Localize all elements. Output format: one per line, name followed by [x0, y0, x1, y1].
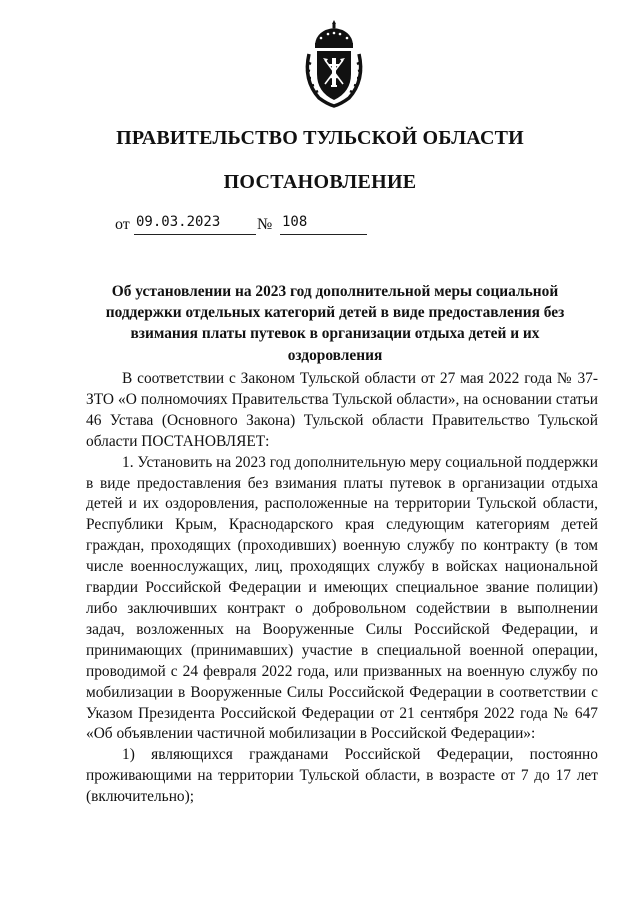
body-paragraph-subitem-1: 1) являющихся гражданами Российской Федерации, постоянно проживающими на территории Тульской области, в возрасте от 7 до 17 лет (включительно); — [86, 746, 598, 806]
document-heading: Об установлении на 2023 год дополнительной меры социальной поддержки отдельных категорий детей в виде предоставления без взимания платы путевок в организации отдыха детей и их оздоровления — [105, 283, 565, 364]
date-label: от — [115, 216, 130, 233]
body-paragraph-item-1: 1. Установить на 2023 год дополнительную меру социальной поддержки в виде предоставления без взимания платы путевок в организации отдыха детей и их оздоровления, расположенные на территории Тульской области, Республики Крым, Краснодарского края следующим категориям детей граждан, проходящих (проходивших) военную службу по контракту (в том числе военнослужащих, лиц, проходящих службу в войсках национальной гвардии Российской Федерации и имеющих специальное звание полиции) либо заключивших контракт о добровольном содействии в выполнении задач, возложенных на Вооруженные Силы Российской Федерации, и принимающих (принимавших) участие в специальной военной операции, проводимой с 24 февраля 2022 года, или призванных на военную службу по мобилизации в Вооруженные Силы Российской Федерации в соответствии с Указом Президента Российской Федерации от 21 сентября 2022 года № 647 «Об объявлении частичной мобилизации в Российской Федерации»: — [86, 453, 598, 743]
body-paragraph-preamble: В соответствии с Законом Тульской области от 27 мая 2022 года № 37-ЗТО «О полномочиях Правительства Тульской области», на основании статьи 46 Устава (Основного Закона) Тульской области Правительство Тульской области ПОСТАНОВЛЯЕТ: — [86, 370, 598, 450]
coat-of-arms-icon — [301, 18, 367, 110]
document-number: 108 — [280, 214, 367, 235]
tula-coat-of-arms-icon — [301, 18, 367, 110]
number-label: № — [257, 216, 273, 233]
document-date: 09.03.2023 — [134, 214, 256, 235]
organization-title: ПРАВИТЕЛЬСТВО ТУЛЬСКОЙ ОБЛАСТИ — [116, 127, 524, 149]
document-type: ПОСТАНОВЛЕНИЕ — [223, 171, 417, 193]
document-body — [86, 369, 598, 808]
document-meta-line — [0, 214, 640, 238]
